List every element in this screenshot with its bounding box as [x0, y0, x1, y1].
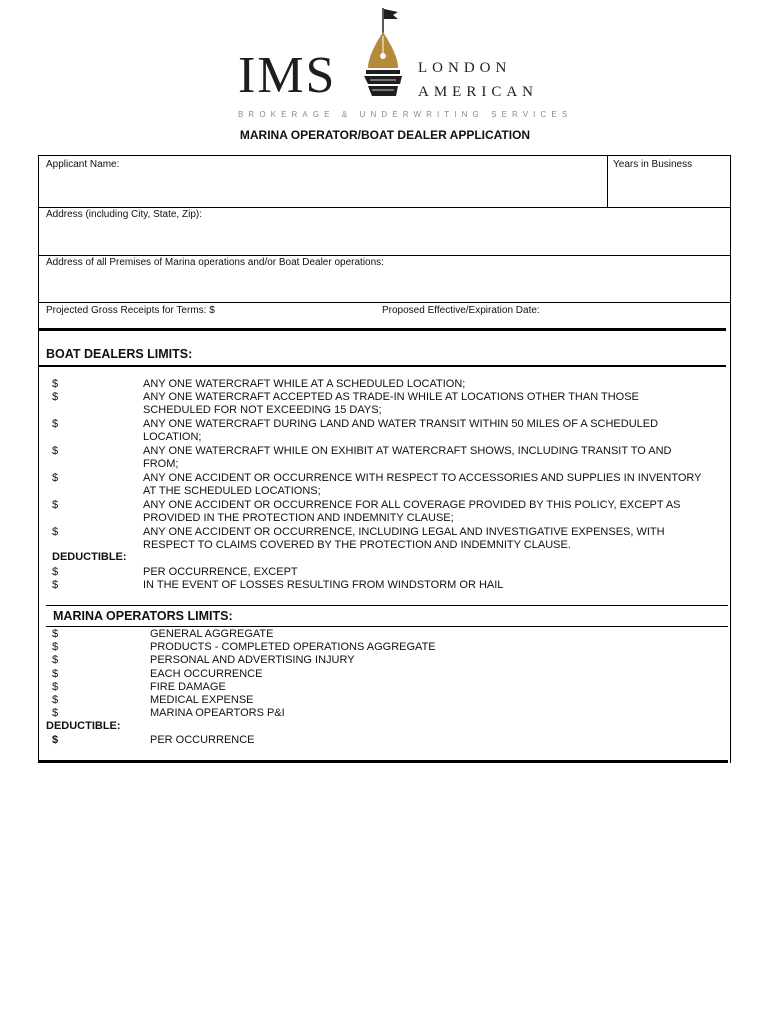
marina-operators-row-text: PRODUCTS - COMPLETED OPERATIONS AGGREGATE	[150, 641, 436, 653]
logo-american-text: AMERICAN	[418, 84, 539, 100]
fountain-pen-logo-icon	[360, 6, 420, 102]
years-in-business-field[interactable]	[610, 172, 728, 202]
boat-dealers-row-text: ANY ONE WATERCRAFT ACCEPTED AS TRADE-IN WHILE AT LOCATIONS OTHER THAN THOSE SCHEDULED FOR NOT EXCEEDING 15 DAYS;	[143, 391, 639, 417]
dollar-sign: $	[52, 734, 59, 746]
effective-date-field[interactable]	[545, 303, 725, 321]
marina-operators-row-text: MARINA OPEARTORS P&I	[150, 707, 285, 719]
boat-dealers-heading: BOAT DEALERS LIMITS:	[46, 347, 193, 361]
marina-operators-row-text: PERSONAL AND ADVERTISING INJURY	[150, 654, 355, 666]
dollar-sign: $	[52, 654, 59, 666]
marina-operators-row-text: EACH OCCURRENCE	[150, 668, 263, 680]
logo-tagline: BROKERAGE & UNDERWRITING SERVICES	[238, 110, 573, 119]
marina-operators-row-text: FIRE DAMAGE	[150, 681, 226, 693]
logo-ims-text: IMS	[238, 47, 337, 104]
dollar-sign: $	[52, 668, 59, 680]
boat-dealers-row-text: ANY ONE WATERCRAFT DURING LAND AND WATER TRANSIT WITHIN 50 MILES OF A SCHEDULED LOCATION;	[143, 418, 659, 444]
dollar-sign: $	[52, 579, 59, 591]
page-title: MARINA OPERATOR/BOAT DEALER APPLICATION	[239, 128, 531, 142]
dollar-sign: $	[52, 378, 59, 390]
dollar-sign: $	[52, 628, 59, 640]
dollar-sign: $	[52, 391, 59, 403]
divider	[38, 255, 731, 256]
gross-receipts-field[interactable]	[220, 303, 370, 321]
applicant-name-field[interactable]	[40, 172, 607, 202]
marina-operators-deductible-text: PER OCCURRENCE	[150, 734, 255, 746]
dollar-sign: $	[52, 641, 59, 653]
dollar-sign: $	[52, 445, 59, 457]
effective-date-label: Proposed Effective/Expiration Date:	[382, 305, 540, 316]
address-label: Address (including City, State, Zip):	[46, 209, 202, 220]
marina-operators-heading: MARINA OPERATORS LIMITS:	[53, 609, 233, 623]
divider	[46, 605, 728, 606]
dollar-sign: $	[52, 418, 59, 430]
dollar-sign: $	[52, 681, 59, 693]
address-field[interactable]	[40, 222, 728, 252]
marina-operators-row-text: MEDICAL EXPENSE	[150, 694, 254, 706]
gross-receipts-label: Projected Gross Receipts for Terms: $	[46, 305, 215, 316]
applicant-name-label: Applicant Name:	[46, 159, 120, 170]
boat-dealers-row-text: ANY ONE ACCIDENT OR OCCURRENCE FOR ALL COVERAGE PROVIDED BY THIS POLICY, EXCEPT AS PROVIDED IN THE PROTECTION AND INDEMNITY CLAUSE;	[143, 499, 681, 525]
marina-operators-row-text: GENERAL AGGREGATE	[150, 628, 274, 640]
dollar-sign: $	[52, 694, 59, 706]
divider	[46, 626, 728, 627]
premises-label: Address of all Premises of Marina operations and/or Boat Dealer operations:	[46, 257, 384, 268]
logo-london-text: LONDON	[418, 60, 512, 76]
dollar-sign: $	[52, 472, 59, 484]
boat-dealers-row-text: ANY ONE WATERCRAFT WHILE ON EXHIBIT AT WATERCRAFT SHOWS, INCLUDING TRANSIT TO AND FROM;	[143, 445, 672, 471]
deductible-row-text: IN THE EVENT OF LOSSES RESULTING FROM WINDSTORM OR HAIL	[143, 579, 504, 591]
divider	[38, 328, 726, 331]
divider	[38, 365, 726, 367]
divider	[38, 760, 728, 763]
boat-dealers-row-text: ANY ONE ACCIDENT OR OCCURRENCE WITH RESPECT TO ACCESSORIES AND SUPPLIES IN INVENTORY AT THE SCHEDULED LOCATIONS;	[143, 472, 702, 498]
dollar-sign: $	[52, 566, 59, 578]
deductible-row-text: PER OCCURRENCE, EXCEPT	[143, 566, 298, 578]
boat-dealers-row-text: ANY ONE ACCIDENT OR OCCURRENCE, INCLUDING LEGAL AND INVESTIGATIVE EXPENSES, WITH RESPECT TO CLAIMS COVERED BY THE PROTECTION AND INDEMNITY CLAUSE.	[143, 526, 665, 552]
deductible-label: DEDUCTIBLE:	[52, 551, 127, 563]
boat-dealers-row-text: ANY ONE WATERCRAFT WHILE AT A SCHEDULED LOCATION;	[143, 378, 466, 390]
years-in-business-label: Years in Business	[613, 159, 693, 170]
dollar-sign: $	[52, 526, 59, 538]
divider	[38, 207, 731, 208]
dollar-sign: $	[52, 499, 59, 511]
dollar-sign: $	[52, 707, 59, 719]
premises-field[interactable]	[40, 270, 728, 300]
divider	[38, 155, 731, 156]
deductible-label: DEDUCTIBLE:	[46, 720, 121, 732]
divider	[607, 155, 608, 207]
